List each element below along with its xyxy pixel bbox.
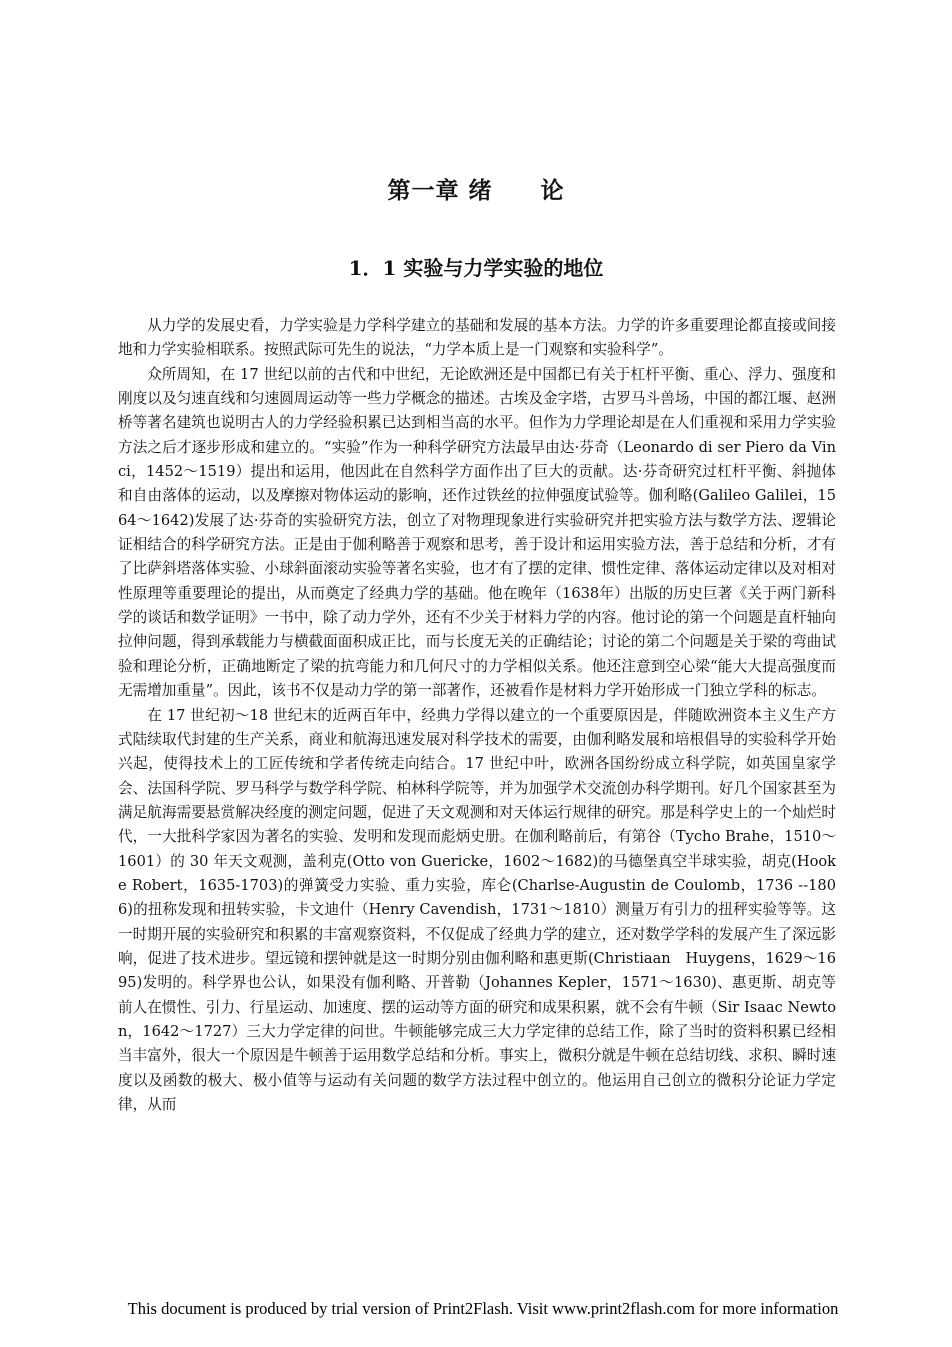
- section-title: 1．1 实验与力学实验的地位: [348, 256, 604, 280]
- paragraph: 从力学的发展史看，力学实验是力学科学建立的基础和发展的基本方法。力学的许多重要理论都直接或间接地和力学实验相联系。按照武际可先生的说法，“力学本质上是一门观察和实验科学”。: [118, 317, 836, 359]
- chapter-title: 第一章 绪 论: [387, 178, 565, 204]
- trial-watermark-footer: This document is produced by trial version of Print2Flash. Visit www.print2flash.com for more information: [127, 1299, 839, 1318]
- body-text: [118, 314, 836, 1117]
- paragraph: 在 17 世纪初～18 世纪末的近两百年中，经典力学得以建立的一个重要原因是，伴随欧洲资本主义生产方式陆续取代封建的生产关系，商业和航海迅速发展对科学技术的需要，由伽利略发展和培根倡导的实验科学开始兴起，使得技术上的工匠传统和学者传统走向结合。17 世纪中叶，欧洲各国纷纷成立科学院，如英国皇家学会、法国科学院、罗马科学与数学科学院、柏林科学院等，并为加强学术交流创办科学期刊。好几个国家甚至为满足航海需要悬赏解决经度的测定问题，促进了天文观测和对天体运行规律的研究。那是科学史上的一个灿烂时代，一大批科学家因为著名的实验、发明和发现而彪炳史册。在伽利略前后，有第谷（Tycho Brahe，1510～1601）的 30 年天文观测，盖利克(Otto von Guericke，1602～1682)的马德堡真空半球实验，胡克(Hooke Robert，1635-1703)的弹簧受力实验、重力实验，库仑(Charlse-Augustin de Coulomb，1736 --1806)的扭称发现和扭转实验，卡文迪什（Henry Cavendish，1731～1810）测量万有引力的扭秤实验等等。这一时期开展的实验研究和积累的丰富观察资料，不仅促成了经典力学的建立，还对数学学科的发展产生了深远影响，促进了技术进步。望远镜和摆钟就是这一时期分别由伽利略和惠更斯(Christiaan Huygens，1629～1695)发明的。科学界也公认，如果没有伽利略、开普勒（Johannes Kepler，1571～1630)、惠更斯、胡克等前人在惯性、引力、行星运动、加速度、摆的运动等方面的研究和成果积累，就不会有牛顿（Sir Isaac Newton，1642～1727）三大力学定律的问世。牛顿能够完成三大力学定律的总结工作，除了当时的资料积累已经相当丰富外，很大一个原因是牛顿善于运用数学总结和分析。事实上，微积分就是牛顿在总结切线、求积、瞬时速度以及函数的极大、极小值等与运动有关问题的数学方法过程中创立的。他运用自己创立的微积分论证力学定律，从而: [118, 706, 836, 1113]
- paragraph: 众所周知，在 17 世纪以前的古代和中世纪，无论欧洲还是中国都已有关于杠杆平衡、重心、浮力、强度和刚度以及匀速直线和匀速圆周运动等一些力学概念的描述。古埃及金字塔，古罗马斗兽场，中国的都江堰、赵洲桥等著名建筑也说明古人的力学经验积累已达到相当高的水平。但作为力学理论却是在人们重视和采用力学实验方法之后才逐步形成和建立的。“实验”作为一种科学研究方法最早由达·芬奇（Leonardo di ser Piero da Vinci，1452～1519）提出和运用，他因此在自然科学方面作出了巨大的贡献。达·芬奇研究过杠杆平衡、斜抛体和自由落体的运动，以及摩擦对物体运动的影响，还作过铁丝的拉伸强度试验等。伽利略(Galileo Galilei，1564～1642)发展了达·芬奇的实验研究方法，创立了对物理现象进行实验研究并把实验方法与数学方法、逻辑论证相结合的科学研究方法。正是由于伽利略善于观察和思考，善于设计和运用实验方法，善于总结和分析，才有了比萨斜塔落体实验、小球斜面滚动实验等著名实验，也才有了摆的定律、惯性定律、落体运动定律以及对相对性原理等重要理论的提出，从而奠定了经典力学的基础。他在晚年（1638年）出版的历史巨著《关于两门新科学的谈话和数学证明》一书中，除了动力学外，还有不少关于材料力学的内容。他讨论的第一个问题是直杆轴向拉伸问题，得到承载能力与横截面面积成正比，而与长度无关的正确结论；讨论的第二个问题是关于梁的弯曲试验和理论分析，正确地断定了梁的抗弯能力和几何尺寸的力学相似关系。他还注意到空心梁“能大大提高强度而无需增加重量”。因此，该书不仅是动力学的第一部著作，还被看作是材料力学开始形成一门独立学科的标志。: [118, 365, 836, 700]
